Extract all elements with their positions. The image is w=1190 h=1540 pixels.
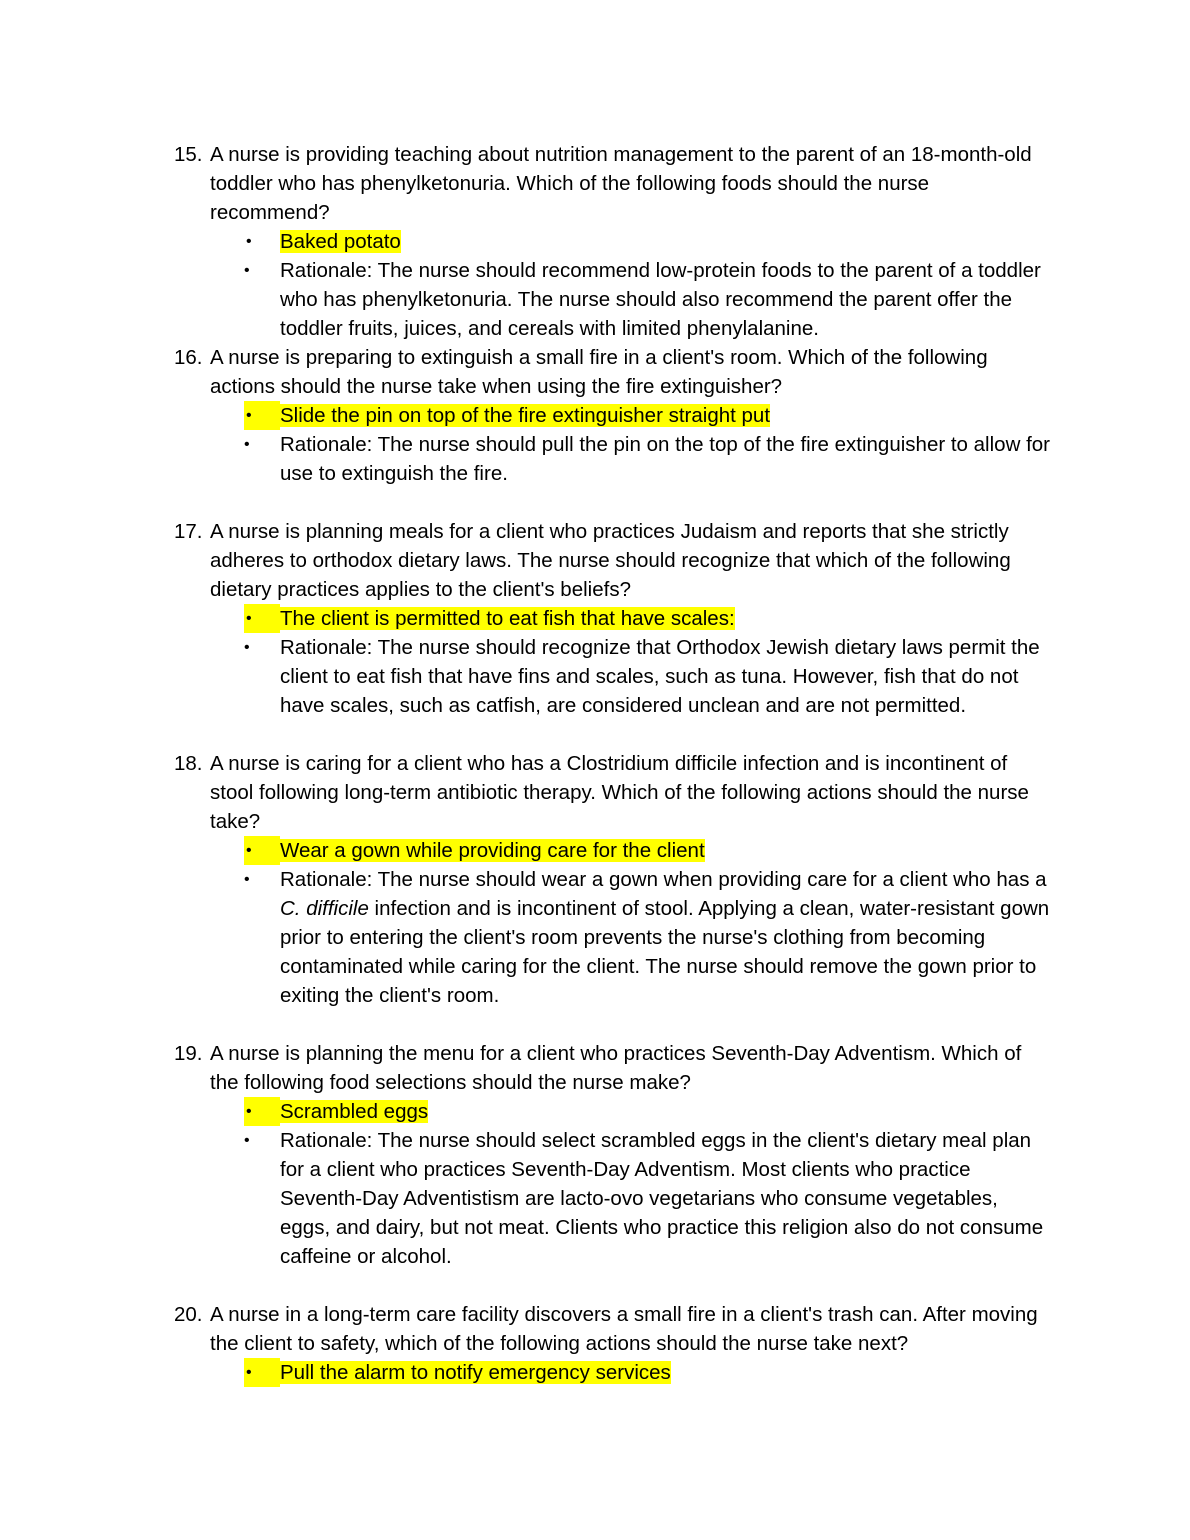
question-number: 15. bbox=[174, 143, 203, 166]
bullet-icon: • bbox=[244, 639, 250, 656]
answer-item bbox=[246, 401, 1050, 430]
bullet-icon: • bbox=[244, 401, 280, 430]
question-19 bbox=[0, 1039, 1190, 1271]
answer-item bbox=[246, 1358, 1050, 1387]
rationale-item bbox=[244, 430, 1050, 488]
rationale-item bbox=[244, 1126, 1050, 1271]
rationale-text: Rationale: The nurse should pull the pin on the top of the fire extinguisher to allow for use to extinguish the fire. bbox=[280, 433, 1050, 485]
bullet-icon: • bbox=[244, 604, 280, 633]
answer-list bbox=[0, 401, 1190, 488]
question-text: A nurse is preparing to extinguish a small fire in a client's room. Which of the following actions should the nurse take when using the fire extinguisher? bbox=[210, 346, 988, 398]
answer-item bbox=[246, 604, 1050, 633]
correct-answer: Pull the alarm to notify emergency services bbox=[280, 1361, 671, 1384]
question-number: 20. bbox=[174, 1303, 203, 1326]
question-text: A nurse in a long-term care facility discovers a small fire in a client's trash can. After moving the client to safety, which of the following actions should the nurse take next? bbox=[210, 1303, 1038, 1355]
question-16 bbox=[0, 343, 1190, 488]
question-number: 18. bbox=[174, 752, 203, 775]
rationale-text: Rationale: The nurse should select scrambled eggs in the client's dietary meal plan for a client who practices Seventh-Day Adventism. Most clients who practice Seventh-Day Adventistism are lacto-ovo vegetarians who consume vegetables, eggs, and dairy, but not meat. Clients who practice this religion also do not consume caffeine or alcohol. bbox=[280, 1129, 1044, 1268]
question-number: 16. bbox=[174, 346, 203, 369]
bullet-icon: • bbox=[244, 262, 250, 279]
correct-answer: Scrambled eggs bbox=[280, 1100, 429, 1123]
rationale-item bbox=[244, 865, 1050, 1010]
bullet-icon: • bbox=[244, 436, 250, 453]
question-number: 19. bbox=[174, 1042, 203, 1065]
correct-answer: The client is permitted to eat fish that have scales: bbox=[280, 607, 735, 630]
bullet-icon: • bbox=[246, 233, 252, 250]
question-20 bbox=[0, 1300, 1190, 1387]
bullet-icon: • bbox=[244, 836, 280, 865]
correct-answer: Wear a gown while providing care for the client bbox=[280, 839, 705, 862]
question-text: A nurse is caring for a client who has a Clostridium difficile infection and is incontinent of stool following long-term antibiotic therapy. Which of the following actions should the nurse take? bbox=[210, 752, 1029, 833]
question-text: A nurse is planning meals for a client who practices Judaism and reports that she strictly adheres to orthodox dietary laws. The nurse should recognize that which of the following dietary practices applies to the client's beliefs? bbox=[210, 520, 1011, 601]
rationale-text: Rationale: The nurse should recommend low-protein foods to the parent of a toddler who has phenylketonuria. The nurse should also recommend the parent offer the toddler fruits, juices, and cereals with limited phenylalanine. bbox=[280, 259, 1041, 340]
rationale-text-end: infection and is incontinent of stool. Applying a clean, water-resistant gown prior to entering the client's room prevents the nurse's clothing from becoming contaminated while caring for the client. The nurse should remove the gown prior to exiting the client's room. bbox=[280, 897, 1050, 1007]
rationale-item bbox=[244, 256, 1050, 343]
question-number: 17. bbox=[174, 520, 203, 543]
answer-list bbox=[0, 1358, 1190, 1387]
document-page bbox=[0, 140, 1190, 1387]
bullet-icon: • bbox=[244, 871, 250, 888]
answer-item bbox=[246, 227, 1050, 256]
answer-list bbox=[0, 604, 1190, 720]
question-text: A nurse is planning the menu for a client who practices Seventh-Day Adventism. Which of the following food selections should the nurse make? bbox=[210, 1042, 1022, 1094]
question-15 bbox=[0, 140, 1190, 343]
organism-name: C. difficile bbox=[280, 897, 369, 920]
question-17 bbox=[0, 517, 1190, 720]
bullet-icon: • bbox=[244, 1358, 280, 1387]
answer-list bbox=[0, 836, 1190, 1010]
question-text: A nurse is providing teaching about nutrition management to the parent of an 18-month-old toddler who has phenylketonuria. Which of the following foods should the nurse recommend? bbox=[210, 143, 1032, 224]
rationale-item bbox=[244, 633, 1050, 720]
question-18 bbox=[0, 749, 1190, 1010]
bullet-icon: • bbox=[244, 1097, 280, 1126]
answer-item bbox=[246, 836, 1050, 865]
bullet-icon: • bbox=[244, 1132, 250, 1149]
answer-list bbox=[0, 1097, 1190, 1271]
answer-item bbox=[246, 1097, 1050, 1126]
rationale-text-start: Rationale: The nurse should wear a gown when providing care for a client who has a bbox=[280, 868, 1047, 891]
rationale-text: Rationale: The nurse should recognize that Orthodox Jewish dietary laws permit the client to eat fish that have fins and scales, such as tuna. However, fish that do not have scales, such as catfish, are considered unclean and are not permitted. bbox=[280, 636, 1040, 717]
rationale-text bbox=[280, 868, 1049, 1007]
correct-answer: Slide the pin on top of the fire extinguisher straight put bbox=[280, 404, 771, 427]
answer-list bbox=[0, 227, 1190, 343]
correct-answer: Baked potato bbox=[280, 230, 401, 253]
